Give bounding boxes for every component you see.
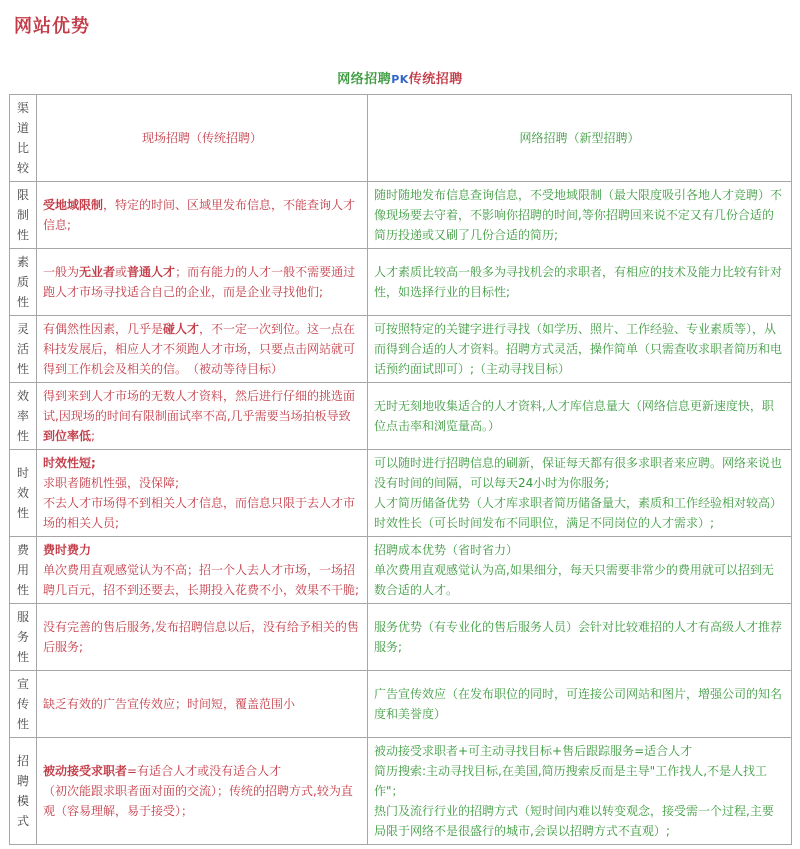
cell-online <box>368 383 792 450</box>
row-label: 宣传性 <box>10 671 37 738</box>
text-line: 不去人才市场得不到相关人才信息，而信息只限于去人才市场的相关人员; <box>43 496 356 530</box>
cell-traditional <box>37 537 368 604</box>
table-header-row <box>10 95 792 182</box>
header-traditional-recruiting: 现场招聘（传统招聘） <box>37 95 368 182</box>
text-line: 热门及流行行业的招聘方式（短时间内难以转变观念，接受需一个过程,主要局限于网络不是很盛行的城市,会误以招聘方式不直观）; <box>374 804 774 838</box>
text-line: 人才简历储备优势（人才库求职者简历储备量大，素质和工作经验相对较高）时效性长（可长时间发布不同职位，满足不同岗位的人才需求）; <box>374 496 783 530</box>
row-label: 时效性 <box>10 450 37 537</box>
cell-traditional <box>37 249 368 316</box>
comparison-table-body <box>10 182 792 845</box>
table-caption <box>9 68 791 87</box>
text-line: 有偶然性因素，几乎是碰人才，不一定一次到位。这一点在科技发展后，相应人才不须跑人才市场，只要点击网站就可得到工作机会及相关的信。 （被动等待目标） <box>43 322 356 376</box>
table-row <box>10 450 792 537</box>
row-label: 招聘模式 <box>10 738 37 845</box>
text-line: 随时随地发布信息查询信息，不受地域限制（最大限度吸引各地人才竞聘）不像现场要去守着，不影响你招聘的时间,等你招聘回来说不定又有几份合适的简历投递或又刷了几份合适的简历; <box>374 188 783 242</box>
cell-traditional <box>37 383 368 450</box>
text-line: 求职者随机性强，没保障; <box>43 476 180 490</box>
comparison-table <box>9 94 792 845</box>
text-line: 人才素质比较高一般多为寻找机会的求职者，有相应的技术及能力比较有针对性，如选择行业的目标性; <box>374 265 783 299</box>
text-line: 无时无刻地收集适合的人才资料,人才库信息量大（网络信息更新速度快，职位点击率和浏览量高。） <box>374 399 774 433</box>
cell-online <box>368 604 792 671</box>
text-line: 单次费用直观感觉认为不高；招一个人去人才市场，一场招聘几百元，招不到还要去，长期投入花费不小，效果不干脆; <box>43 563 360 597</box>
cell-traditional <box>37 738 368 845</box>
text-line: 被动接受求职者=有适合人才或没有适合人才 <box>43 764 282 778</box>
table-row <box>10 738 792 845</box>
table-row <box>10 537 792 604</box>
text-line: 被动接受求职者+可主动寻找目标+售后跟踪服务=适合人才 <box>374 744 693 758</box>
row-label: 限制性 <box>10 182 37 249</box>
text-line: 没有完善的售后服务,发布招聘信息以后，没有给予相关的售后服务; <box>43 620 359 654</box>
table-row <box>10 383 792 450</box>
row-label: 费用性 <box>10 537 37 604</box>
text-line: 时效性短; <box>43 456 96 470</box>
table-row <box>10 671 792 738</box>
row-label: 灵活性 <box>10 316 37 383</box>
text-line: 缺乏有效的广告宣传效应；时间短，覆盖范围小 <box>43 697 296 711</box>
cell-traditional <box>37 604 368 671</box>
text-line: 可按照特定的关键字进行寻找（如学历、照片、工作经验、专业素质等），从而得到合适的人才资料。招聘方式灵活，操作简单（只需查收求职者简历和电话预约面试即可）;（主动寻找目标） <box>374 322 783 376</box>
header-channel-compare: 渠道比较 <box>10 95 37 182</box>
row-label: 效率性 <box>10 383 37 450</box>
text-line: 单次费用直观感觉认为高,如果细分，每天只需要非常少的费用就可以招到无数合适的人才。 <box>374 563 774 597</box>
cell-online <box>368 671 792 738</box>
page-title: 网站优势 <box>14 16 90 37</box>
cell-traditional <box>37 450 368 537</box>
header-online-recruiting: 网络招聘（新型招聘） <box>368 95 792 182</box>
text-line: 服务优势（有专业化的售后服务人员）会针对比较难招的人才有高级人才推荐服务; <box>374 620 783 654</box>
cell-online <box>368 537 792 604</box>
text-line: 得到来到人才市场的无数人才资料，然后进行仔细的挑选面试,因现场的时间有限制面试率不高,几乎需要当场拍板导致到位率低; <box>43 389 356 443</box>
cell-online <box>368 249 792 316</box>
cell-online <box>368 182 792 249</box>
text-line: 简历搜索:主动寻找目标,在美国,简历搜索反而是主导"工作找人,不是人找工作"； <box>374 764 768 798</box>
table-row <box>10 316 792 383</box>
cell-online <box>368 738 792 845</box>
caption-traditional-segment: 传统招聘 <box>408 72 463 87</box>
text-line: 一般为无业者或普通人才；而有能力的人才一般不需要通过跑人才市场寻找适合自己的企业，而是企业寻找他们; <box>43 265 356 299</box>
text-line: 招聘成本优势（省时省力） <box>374 543 519 557</box>
cell-traditional <box>37 316 368 383</box>
text-line: 费时费力 <box>43 543 92 557</box>
text-line: 可以随时进行招聘信息的刷新，保证每天都有很多求职者来应聘。网络来说也没有时间的间隔，可以每天24小时为你服务; <box>374 456 783 490</box>
cell-traditional <box>37 671 368 738</box>
table-row <box>10 249 792 316</box>
text-line: 受地域限制，特定的时间、区域里发布信息，不能查询人才信息; <box>43 198 356 232</box>
caption-pk-segment: PK <box>391 73 409 86</box>
table-row <box>10 182 792 249</box>
cell-online <box>368 450 792 537</box>
table-row <box>10 604 792 671</box>
row-label: 服务性 <box>10 604 37 671</box>
text-line: 广告宣传效应（在发布职位的同时，可连接公司网站和图片，增强公司的知名度和美誉度） <box>374 687 783 721</box>
cell-traditional <box>37 182 368 249</box>
caption-online-segment: 网络招聘 <box>337 72 392 87</box>
row-label: 素质性 <box>10 249 37 316</box>
cell-online <box>368 316 792 383</box>
text-line: （初次能跟求职者面对面的交流）；传统的招聘方式,较为直观（容易理解，易于接受）； <box>43 784 353 818</box>
